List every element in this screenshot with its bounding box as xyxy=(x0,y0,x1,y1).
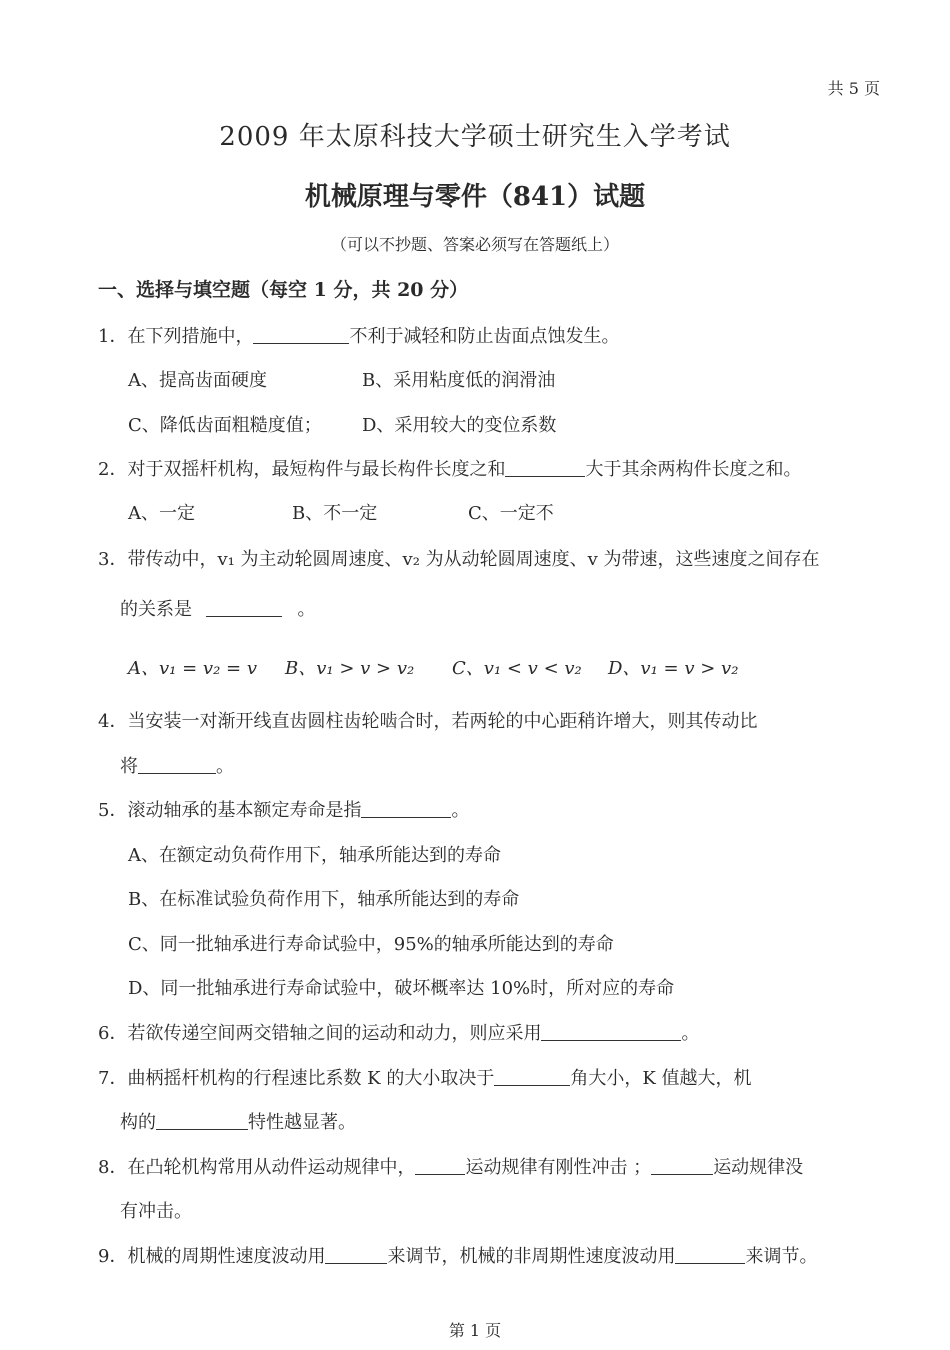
q3-text-post: 。 xyxy=(297,599,316,620)
question-7-line-2 xyxy=(120,1108,356,1134)
answer-blank xyxy=(361,799,451,818)
q5-text-post: 。 xyxy=(451,800,470,821)
question-6 xyxy=(98,1019,699,1045)
answer-blank xyxy=(325,1245,387,1264)
answer-blank xyxy=(541,1022,681,1041)
page-number: 第 1 页 xyxy=(448,1321,502,1340)
total-pages: 共 5 页 xyxy=(827,79,880,98)
q5-option-d: D、同一批轴承进行寿命试验中，破坏概率达 10%时，所对应的寿命 xyxy=(128,978,675,999)
q7-text-pre: 7．曲柄摇杆机构的行程速比系数 K 的大小取决于 xyxy=(98,1068,495,1089)
q3-option-c: C、v₁ < v < v₂ xyxy=(452,658,582,679)
q2-option-b: B、不一定 xyxy=(292,503,378,524)
question-9 xyxy=(98,1242,817,1268)
q2-option-c: C、一定不 xyxy=(468,503,554,524)
answer-blank xyxy=(675,1245,745,1264)
answer-blank xyxy=(505,458,585,477)
q5-option-c: C、同一批轴承进行寿命试验中，95%的轴承所能达到的寿命 xyxy=(128,934,614,955)
q4-text-pre: 将 xyxy=(120,756,138,777)
q6-text-pre: 6．若欲传递空间两交错轴之间的运动和动力，则应采用 xyxy=(98,1023,542,1044)
q9-text-mid: 来调节，机械的非周期性速度波动用 xyxy=(387,1246,676,1267)
question-2 xyxy=(98,455,801,481)
q9-text-pre: 9．机械的周期性速度波动用 xyxy=(98,1246,326,1267)
question-8-line-2: 有冲击。 xyxy=(120,1201,192,1222)
q8-text-pre: 8．在凸轮机构常用从动件运动规律中， xyxy=(98,1157,416,1178)
q7-text-line2-post: 特性越显著。 xyxy=(248,1112,356,1133)
question-3-line-1: 3．带传动中，v₁ 为主动轮圆周速度、v₂ 为从动轮圆周速度、v 为带速，这些速度之间存在 xyxy=(98,549,820,570)
question-3-line-2 xyxy=(120,595,315,621)
question-1 xyxy=(98,322,619,348)
q3-option-b: B、v₁ > v > v₂ xyxy=(285,658,415,679)
q5-option-a: A、在额定动负荷作用下，轴承所能达到的寿命 xyxy=(128,845,501,866)
exam-note: （可以不抄题、答案必须写在答题纸上） xyxy=(330,235,619,254)
q4-text-post: 。 xyxy=(216,756,234,777)
q8-text-mid: 运动规律有刚性冲击 ； xyxy=(465,1157,652,1178)
q3-option-d: D、v₁ = v > v₂ xyxy=(608,658,739,679)
q7-text-line2-pre: 构的 xyxy=(120,1112,156,1133)
q2-option-a: A、一定 xyxy=(128,503,195,524)
answer-blank xyxy=(138,755,216,774)
q5-text-pre: 5．滚动轴承的基本额定寿命是指 xyxy=(98,800,362,821)
q8-text-post: 运动规律没 xyxy=(713,1157,804,1178)
exam-title: 2009 年太原科技大学硕士研究生入学考试 xyxy=(219,122,731,152)
answer-blank xyxy=(415,1156,465,1175)
q3-text-pre: 的关系是 xyxy=(120,599,192,620)
exam-subtitle: 机械原理与零件（841）试题 xyxy=(304,182,646,212)
q1-option-a: A、提高齿面硬度 xyxy=(128,370,267,391)
answer-blank xyxy=(253,325,349,344)
question-4-line-1: 4．当安装一对渐开线直齿圆柱齿轮啮合时，若两轮的中心距稍许增大，则其传动比 xyxy=(98,711,758,732)
q3-option-a: A、v₁ = v₂ = v xyxy=(128,658,257,679)
section-title: 一、选择与填空题（每空 1 分，共 20 分） xyxy=(98,279,469,301)
question-7-line-1 xyxy=(98,1064,752,1090)
answer-blank xyxy=(494,1067,570,1086)
question-5 xyxy=(98,796,469,822)
q2-text-post: 大于其余两构件长度之和。 xyxy=(585,459,802,480)
q1-option-b: B、采用粘度低的润滑油 xyxy=(362,370,556,391)
question-8-line-1 xyxy=(98,1153,803,1179)
q1-option-c: C、降低齿面粗糙度值； xyxy=(128,415,322,436)
answer-blank xyxy=(206,598,282,617)
q1-text-pre: 1．在下列措施中， xyxy=(98,326,254,347)
q1-text-post: 不利于减轻和防止齿面点蚀发生。 xyxy=(349,326,620,347)
answer-blank xyxy=(651,1156,713,1175)
question-4-line-2 xyxy=(120,752,234,778)
answer-blank xyxy=(156,1111,248,1130)
q6-text-post: 。 xyxy=(681,1023,700,1044)
q2-text-pre: 2．对于双摇杆机构，最短构件与最长构件长度之和 xyxy=(98,459,506,480)
q7-text-mid: 角大小，K 值越大，机 xyxy=(570,1068,752,1089)
q1-option-d: D、采用较大的变位系数 xyxy=(362,415,557,436)
q5-option-b: B、在标准试验负荷作用下，轴承所能达到的寿命 xyxy=(128,889,520,910)
q9-text-post: 来调节。 xyxy=(745,1246,818,1267)
